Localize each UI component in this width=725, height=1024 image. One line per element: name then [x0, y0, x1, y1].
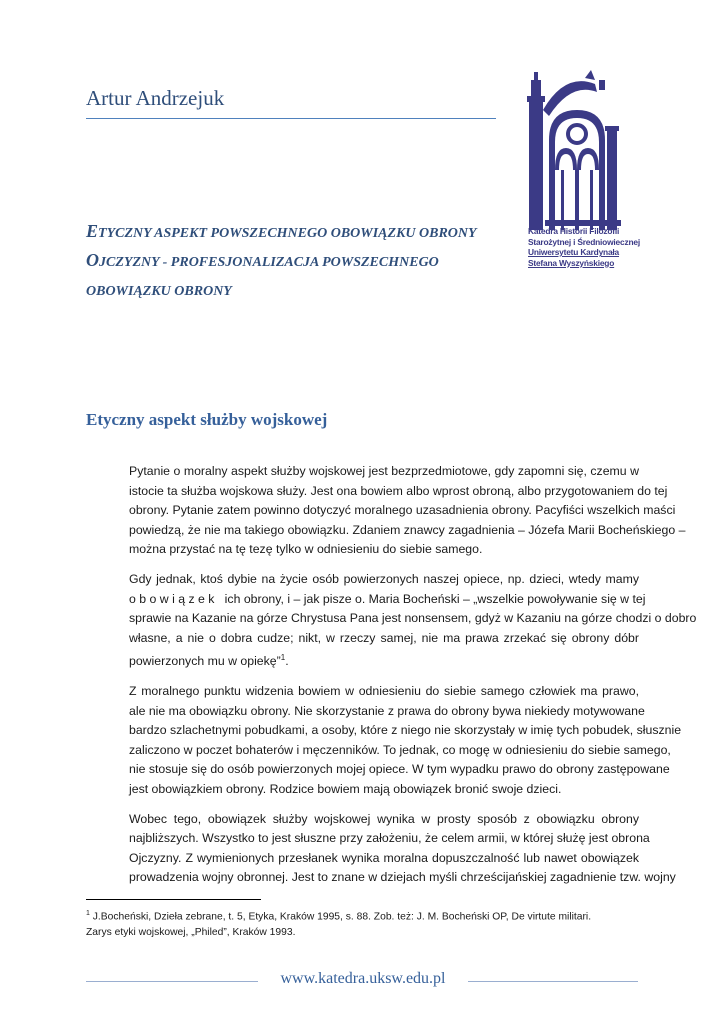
footer-rule-right [468, 981, 638, 982]
paragraph: Z moralnego punktu widzenia bowiem w odniesieniu do siebie samego człowiek ma prawo, ale nie ma obowiązku obrony. Nie skorzystanie z prawa do obrony bywa niekiedy motywowane bardzo szlachetnymi pobudkami, a osoby, które z niego nie skorzystały w imię tych pobudek, słusznie zaliczono w poczet bohaterów i męczenników. To jednak, co mogę w odniesieniu do siebie samego, nie stosuje się do osób powierzonych mojej opiece. W tym wypadku prawo do obrony zastępowane jest obowiązkiem obrony. Rodzice bowiem mają obowiązek bronić swoje dzieci. [129, 684, 682, 796]
department-name [528, 226, 640, 268]
document-title [86, 218, 511, 305]
logo-line: Stefana Wyszyńskiego [528, 257, 615, 268]
paragraph: Gdy jednak, ktoś dybie na życie osób powierzonych naszej opiece, np. dzieci, wtedy mamy o b o w i ą z e k ich obrony, i – jak pisze o. Maria Bocheński – „wszelkie powoływanie się w tej sprawie na Kazanie na górze Chrystusa Pana jest nonsensem, gdyż w Kazaniu na górze chodzi o dobro własne, a nie o dobra cudze; nikt, w rzeczy samej, nie ma prawa zrzekać się obrony dóbr powierzonych mu w opiekę”$^1$. [129, 571, 697, 669]
footnote [86, 906, 641, 940]
title-line: OBOWIĄZKU OBRONY [86, 284, 232, 299]
body-text [86, 462, 697, 898]
footnote-separator [86, 899, 261, 900]
paragraph: Wobec tego, obowiązek służby wojskowej wynika w prosty sposób z obowiązku obrony najbliższych. Wszystko to jest słuszne przy założeniu, że celem armii, w której służę jest obrona Ojczyzny. Z wymienionych przesłanek wynika moralna dopuszczalność lub nawet obowiązek prowadzenia wojny obronnej. Jest to znane w dziejach myśli chrześcijańskiej zagadnienie tzw. wojny [129, 811, 676, 885]
footnote-reference[interactable]: 1 [280, 653, 286, 663]
footer-rule-left [86, 981, 258, 982]
logo-line: Starożytnej i Średniowiecznej [528, 236, 640, 247]
footnote-line: $^1$ J.Bocheński, Dzieła zebrane, t. 5, Etyka, Kraków 1995, s. 88. Zob. też: J. M. Bocheński OP, De virtute militari. [86, 910, 592, 923]
section-heading: Etyczny aspekt służby wojskowej [86, 410, 328, 429]
gothic-window-icon [525, 70, 625, 230]
footnote-line: Zarys etyki wojskowej, „Philed”, Kraków 1993. [86, 926, 296, 938]
paragraph: Pytanie o moralny aspekt służby wojskowej jest bezprzedmiotowe, gdy zapomni się, czemu w istocie ta służba wojskowa służy. Jest ona bowiem albo wprost obroną, albo przygotowaniem do tej obrony. Pytanie zatem powinno dotyczyć moralnego uzasadnienia obrony. Pacyfiści wszelkich maści powiedzą, że nie ma takiego obowiązku. Zdaniem znawcy zagadnienia – Józefa Marii Bocheńskiego – można przystać na tę tezę tylko w odniesieniu do siebie samego. [129, 464, 686, 557]
logo-line: Katedra Historii Filozofii [528, 226, 620, 236]
author-name: Artur Andrzejuk [86, 86, 225, 110]
title-line: OJCZYZNY - PROFESJONALIZACJA POWSZECHNEGO [86, 250, 439, 270]
author-underline [86, 118, 496, 119]
footer-url[interactable]: www.katedra.uksw.edu.pl [280, 970, 446, 987]
logo-line: Uniwersytetu Kardynała [528, 247, 620, 258]
title-line: ETYCZNY ASPEKT POWSZECHNEGO OBOWIĄZKU OBRONY [86, 221, 477, 241]
